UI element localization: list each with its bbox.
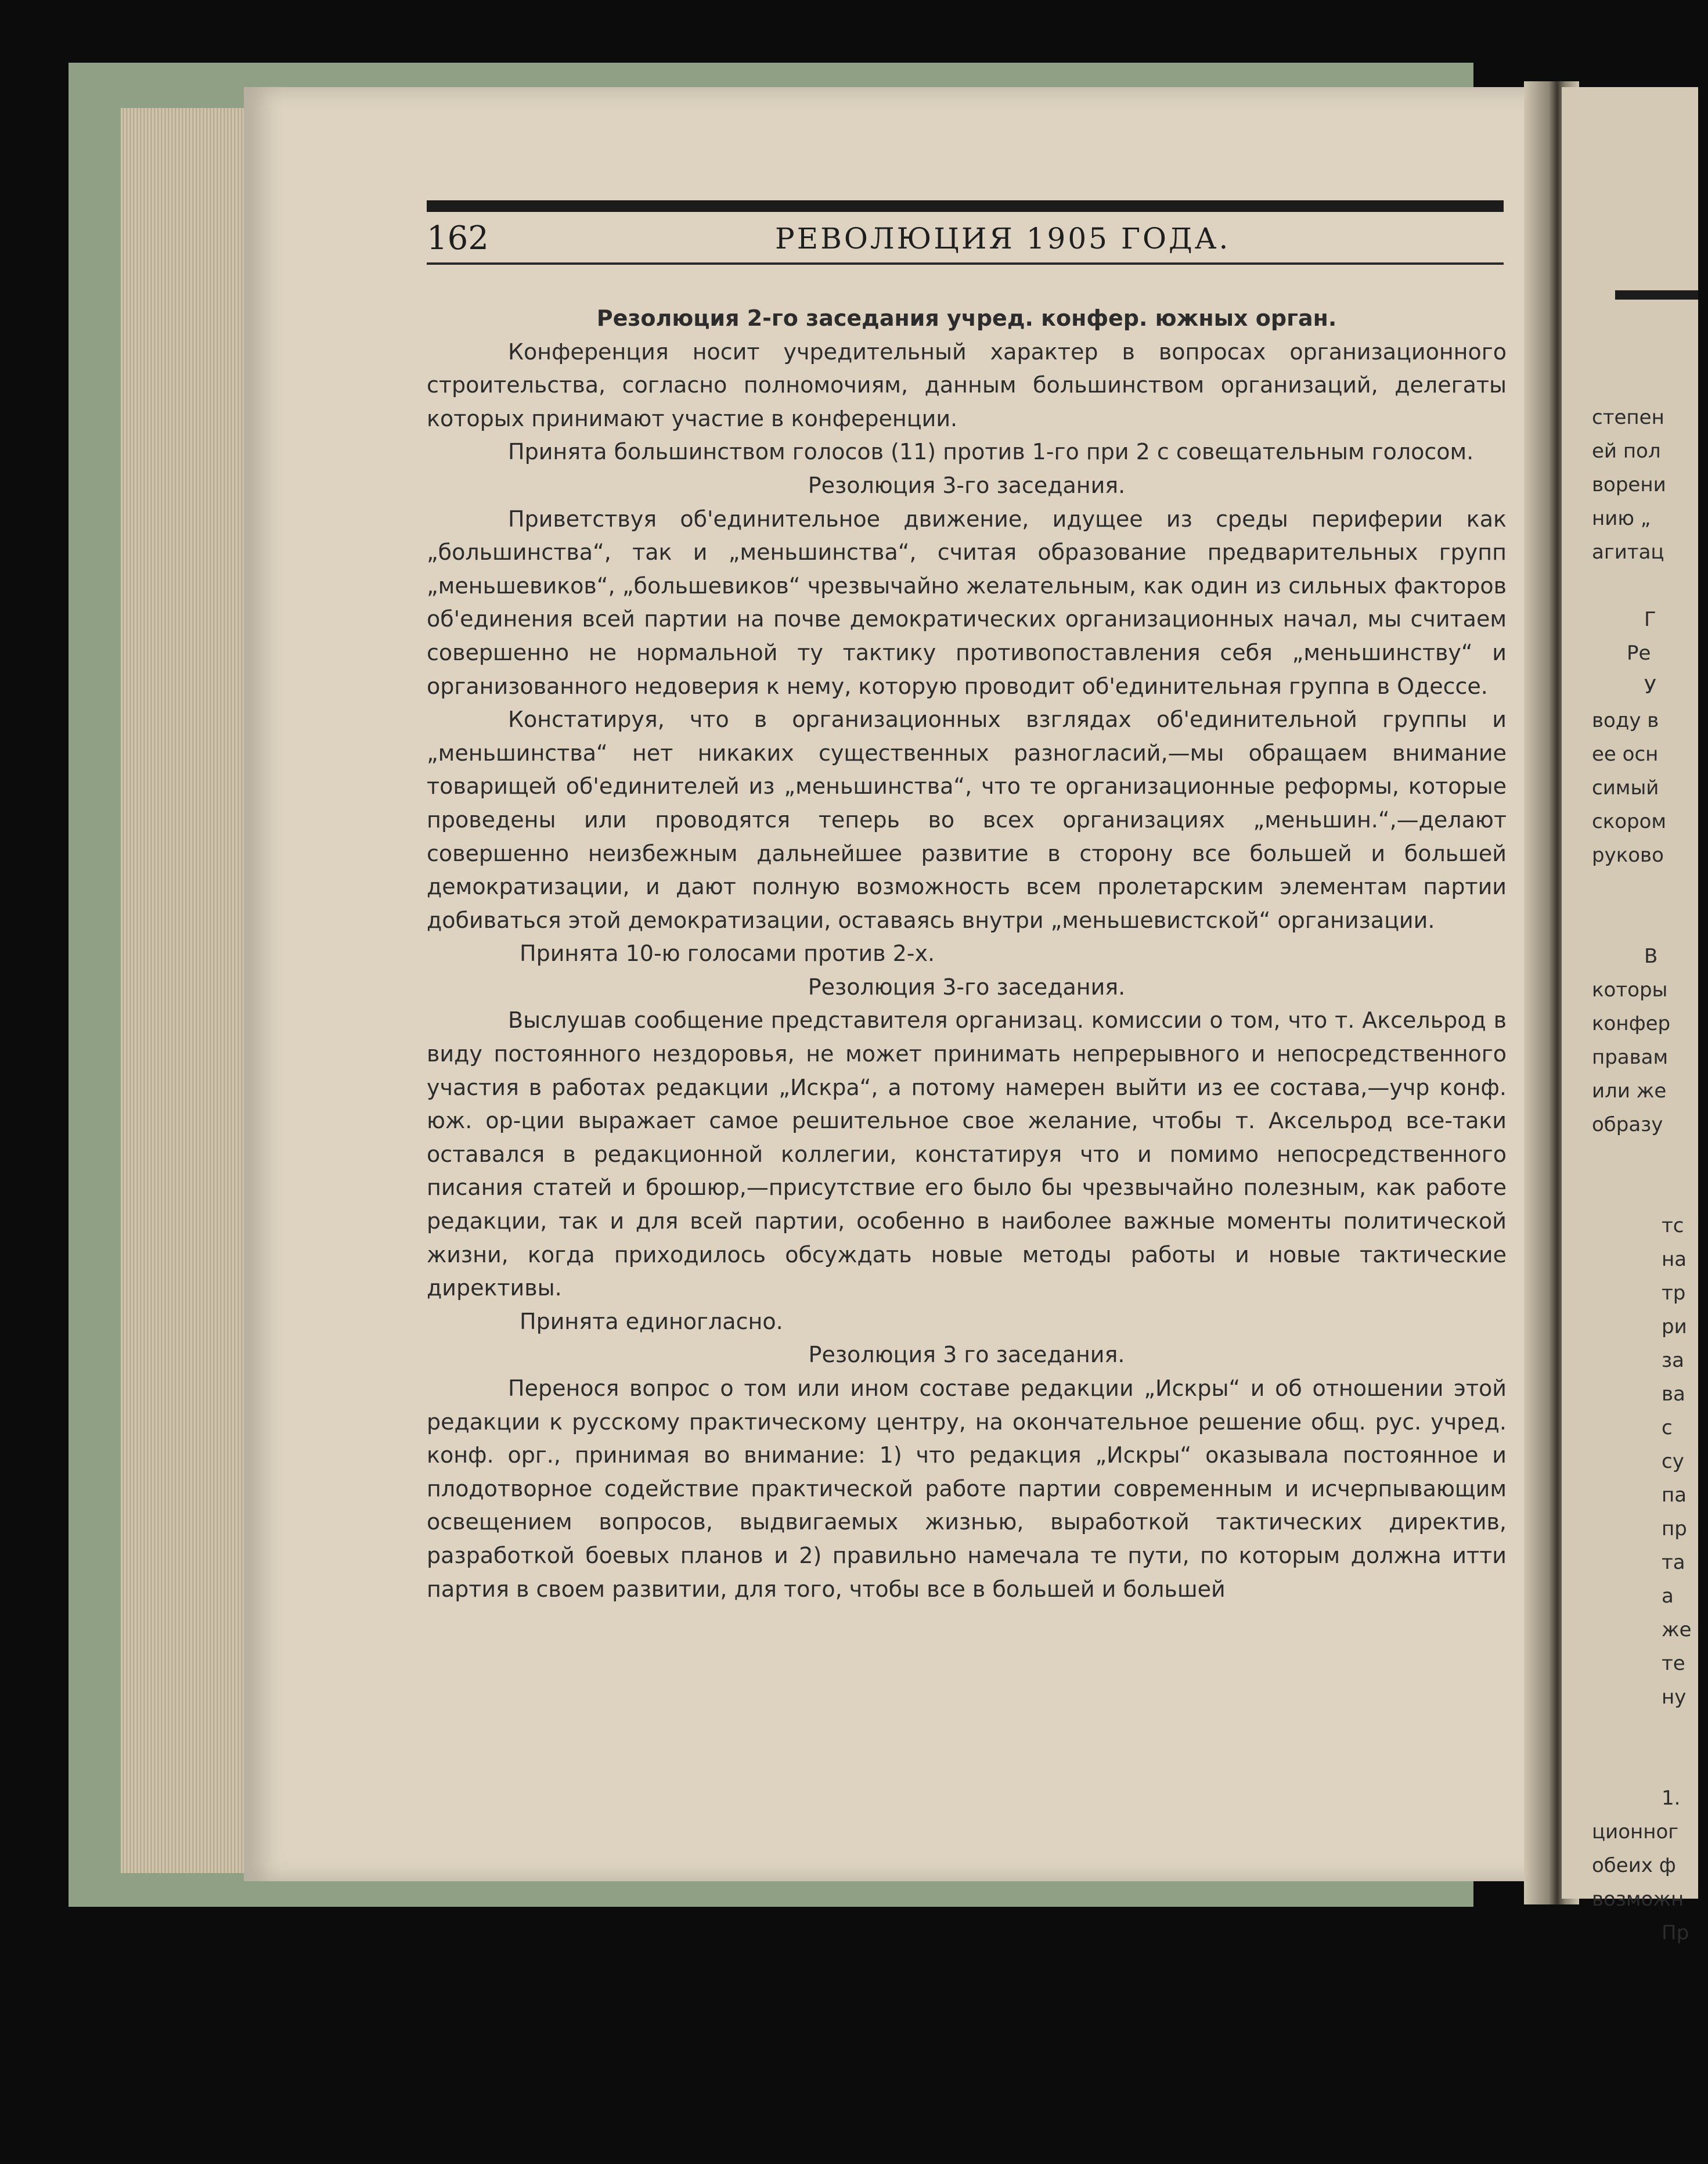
right-line bbox=[1592, 906, 1708, 939]
right-line bbox=[1592, 1175, 1708, 1209]
resolution-heading: Резолюция 3-го заседания. bbox=[808, 974, 1126, 1000]
right-line: ну bbox=[1662, 1686, 1687, 1709]
right-line: правам bbox=[1592, 1046, 1669, 1069]
right-line: на bbox=[1662, 1248, 1687, 1271]
right-line: образу bbox=[1592, 1113, 1663, 1136]
right-line bbox=[1592, 569, 1708, 603]
right-line: те bbox=[1662, 1652, 1685, 1675]
right-line: тс bbox=[1662, 1214, 1684, 1237]
vote-note: Принята 10-ю голосами против 2-х. bbox=[520, 941, 935, 967]
right-line: конфер bbox=[1592, 1012, 1671, 1035]
right-line: а bbox=[1662, 1585, 1674, 1608]
right-line: пр bbox=[1662, 1517, 1687, 1540]
right-line: Пр bbox=[1662, 1921, 1689, 1945]
right-line: ционног bbox=[1592, 1820, 1679, 1843]
right-line: тр bbox=[1662, 1281, 1686, 1305]
vote-note: Принята единогласно. bbox=[520, 1308, 783, 1334]
right-line: симый bbox=[1592, 776, 1659, 800]
paragraph: Перенося вопрос о том или ином составе редакции „Искры“ и об отношении этой редакции к русскому практическому центру, на окончательное решение общ. рус. учред. конф. орг., принимая во внимание: 1) что редакция „Искры“ оказывала постоянное и плодотворное содействие практической работе партии современным и исчерпывающим освещением вопросов, выдвигаемых жизнью, выработкой тактических директив, разработкой боевых планов и 2) правильно намечала те пути, по которым должна итти партия в своем развитии, для того, чтобы все в большей и большей bbox=[427, 1376, 1507, 1602]
right-line: ее осн bbox=[1592, 743, 1659, 766]
right-line: ворени bbox=[1592, 473, 1666, 496]
page-number: 162 bbox=[427, 219, 489, 257]
header-rule-thick bbox=[427, 200, 1504, 212]
right-line bbox=[1592, 872, 1708, 906]
right-line: ей пол bbox=[1592, 440, 1661, 463]
paragraph: Приветствуя об'единительное движение, идущее из среды периферии как „большинства“, так и „меньшинства“, считая образование предварительных групп „меньшевиков“, „большевиков“ чрезвычайно желательным, как один из сильных факторов об'единения всей партии на почве демократических организационных начал, мы считаем совершенно не нормальной ту тактику противопоставления себя „меньшинству“ и организованного недоверия к нему, которую проводит об'единительная группа в Одессе. bbox=[427, 506, 1507, 699]
page-header bbox=[427, 219, 1504, 266]
right-page-text bbox=[1592, 401, 1708, 1950]
right-line: В bbox=[1644, 945, 1658, 968]
right-line: Г bbox=[1644, 608, 1656, 631]
right-page bbox=[1562, 87, 1698, 1945]
right-line: за bbox=[1662, 1349, 1684, 1372]
right-line: 1. bbox=[1662, 1787, 1681, 1810]
right-line: та bbox=[1662, 1551, 1685, 1574]
paragraph: Конференция носит учредительный характер в вопросах организационного строительства, согласно полномочиям, данным большинством организаций, делегаты которых принимают участие в конференции. bbox=[427, 339, 1507, 431]
right-line: или же bbox=[1592, 1079, 1667, 1103]
right-line: су bbox=[1662, 1450, 1684, 1473]
paragraph: Выслушав сообщение представителя организац. комиссии о том, что т. Аксельрод в виду постоянного нездоровья, не может принимать непрерывного и непосредственного участия в работах редакции „Искра“, а потому намерен выйти из ее состава,—учр конф. юж. ор-ции выражает самое решительное свое желание, чтобы т. Аксельрод все-таки оставался в редакционной коллегии, констатируя что и помимо непосредственного писания статей и брошюр,—присутствие его было бы чрезвычайно полезным, как работе редакции, так и для всей партии, особенно в наиболее важные моменты политической жизни, когда приходилось обсуждать новые методы работы и новые тактические директивы. bbox=[427, 1007, 1507, 1301]
right-line: возможн bbox=[1592, 1888, 1684, 1911]
right-line: па bbox=[1662, 1484, 1687, 1507]
right-line: нию „ bbox=[1592, 507, 1651, 530]
resolution-heading: Резолюция 3 го заседания. bbox=[808, 1342, 1125, 1368]
right-line: же bbox=[1662, 1618, 1692, 1641]
right-line: обеих ф bbox=[1592, 1854, 1676, 1877]
paragraph: Констатируя, что в организационных взглядах об'единительной группы и „меньшинства“ нет никаких существенных разногласий,—мы обращаем внимание товарищей об'единителей из „меньшинства“, что те организационные реформы, которые проведены или проводятся теперь во всех организациях „меньшин.“,—делают совершенно неизбежным дальнейшее развитие в сторону все большей и большей демократизации, и дают полную возможность всем пролетарским элементам партии добиваться этой демократизации, оставаясь внутри „меньшевистской“ организации. bbox=[427, 707, 1507, 933]
running-head: РЕВОЛЮЦИЯ 1905 ГОДА. bbox=[775, 222, 1231, 255]
right-line: Ре bbox=[1627, 642, 1651, 665]
right-line: руково bbox=[1592, 844, 1664, 867]
right-line: ри bbox=[1662, 1315, 1687, 1338]
right-page-header-rule bbox=[1615, 290, 1698, 300]
vote-note: Принята большинством голосов (11) против 1-го при 2 с совещательным голосом. bbox=[508, 439, 1474, 465]
right-line: степен bbox=[1592, 406, 1664, 429]
header-rule-thin bbox=[427, 262, 1504, 265]
resolution-heading: Резолюция 3-го заседания. bbox=[808, 472, 1126, 498]
right-line: с bbox=[1662, 1416, 1673, 1439]
right-line bbox=[1592, 1714, 1708, 1748]
right-line: У bbox=[1644, 675, 1656, 698]
right-line: которы bbox=[1592, 978, 1668, 1002]
right-line: ва bbox=[1662, 1382, 1685, 1406]
right-line: скором bbox=[1592, 810, 1667, 833]
resolution-title: Резолюция 2-го заседания учред. конфер. южных орган. bbox=[596, 305, 1337, 331]
right-line: воду в bbox=[1592, 709, 1659, 732]
right-line: агитац bbox=[1592, 541, 1664, 564]
right-line bbox=[1592, 1748, 1708, 1781]
right-line bbox=[1592, 1142, 1708, 1175]
page-body bbox=[427, 302, 1507, 1606]
